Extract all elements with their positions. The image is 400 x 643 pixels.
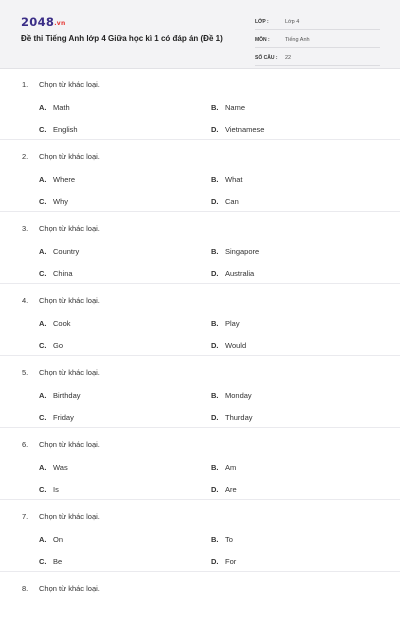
option-d[interactable] [211,413,253,422]
option-letter: C. [39,125,47,134]
question-prompt [22,152,100,161]
option-d[interactable] [211,197,239,206]
option-a[interactable] [39,103,70,112]
question-text: Chọn từ khác loại. [39,224,100,233]
question-number: 4. [22,296,29,305]
question-prompt [22,440,100,449]
option-letter: B. [211,103,219,112]
option-text: Math [53,103,70,112]
meta-row-grade [255,14,380,30]
option-d[interactable] [211,341,246,350]
option-b[interactable] [211,103,245,112]
option-text: On [53,535,64,544]
option-c[interactable] [39,269,73,278]
option-text: Are [225,485,237,494]
option-letter: A. [39,391,47,400]
option-letter: B. [211,319,219,328]
option-c[interactable] [39,125,78,134]
option-letter: A. [39,319,47,328]
option-a[interactable] [39,391,81,400]
option-letter: B. [211,391,219,400]
option-b[interactable] [211,247,259,256]
option-c[interactable] [39,413,74,422]
logo-main: 2048 [21,15,55,29]
option-text: English [53,125,78,134]
question-number: 2. [22,152,29,161]
option-text: Monday [225,391,252,400]
option-a[interactable] [39,535,63,544]
option-text: Friday [53,413,74,422]
option-letter: D. [211,269,219,278]
question-item [0,212,400,284]
page-title: Đề thi Tiếng Anh lớp 4 Giữa học kì 1 có đáp án (Đề 1) [21,34,223,43]
option-b[interactable] [211,319,240,328]
question-item [0,356,400,428]
option-letter: A. [39,463,47,472]
option-d[interactable] [211,269,254,278]
question-prompt [22,368,100,377]
option-a[interactable] [39,247,79,256]
option-c[interactable] [39,341,63,350]
question-text: Chọn từ khác loại. [39,80,100,89]
question-text: Chọn từ khác loại. [39,512,100,521]
question-item [0,572,400,643]
option-letter: C. [39,341,47,350]
question-text: Chọn từ khác loại. [39,296,100,305]
option-text: Be [53,557,63,566]
option-text: Go [53,341,64,350]
option-text: Name [225,103,246,112]
question-number: 5. [22,368,29,377]
question-item [0,500,400,572]
option-letter: B. [211,175,219,184]
question-number: 6. [22,440,29,449]
option-text: What [225,175,243,184]
option-letter: A. [39,175,47,184]
question-number: 1. [22,80,29,89]
meta-row-count [255,50,380,66]
option-letter: A. [39,535,47,544]
meta-label: SỐ CÂU : [255,54,278,61]
option-b[interactable] [211,391,252,400]
question-number: 3. [22,224,29,233]
option-letter: D. [211,341,219,350]
option-letter: A. [39,103,47,112]
question-text: Chọn từ khác loại. [39,584,100,593]
meta-value: 22 [285,54,292,61]
option-b[interactable] [211,535,233,544]
meta-label: MÔN : [255,36,270,43]
logo-suffix: .vn [54,20,66,27]
option-text: Play [225,319,240,328]
option-c[interactable] [39,485,59,494]
option-letter: D. [211,557,219,566]
option-text: Vietnamese [225,125,265,134]
option-letter: A. [39,247,47,256]
option-text: For [225,557,237,566]
option-text: China [53,269,73,278]
meta-value: Lớp 4 [285,18,300,25]
option-text: Thurday [225,413,253,422]
meta-row-subject [255,32,380,48]
option-text: Was [53,463,68,472]
option-a[interactable] [39,463,68,472]
option-letter: B. [211,535,219,544]
meta-value: Tiếng Anh [285,36,310,43]
option-letter: D. [211,197,219,206]
option-letter: C. [39,485,47,494]
option-text: To [225,535,233,544]
option-letter: D. [211,125,219,134]
question-number: 7. [22,512,29,521]
question-text: Chọn từ khác loại. [39,152,100,161]
question-prompt [22,80,100,89]
option-letter: C. [39,413,47,422]
option-text: Where [53,175,76,184]
option-a[interactable] [39,319,71,328]
option-letter: C. [39,269,47,278]
question-item [0,428,400,500]
question-text: Chọn từ khác loại. [39,368,100,377]
option-d[interactable] [211,125,264,134]
option-letter: D. [211,485,219,494]
question-prompt [22,224,100,233]
option-letter: B. [211,463,219,472]
option-d[interactable] [211,485,237,494]
question-prompt [22,512,100,521]
option-text: Country [53,247,80,256]
option-c[interactable] [39,197,68,206]
option-letter: B. [211,247,219,256]
option-text: Australia [225,269,255,278]
option-text: Would [225,341,247,350]
option-text: Am [225,463,237,472]
question-prompt [22,584,100,593]
exam-meta [255,14,380,68]
option-b[interactable] [211,175,243,184]
option-text: Can [225,197,239,206]
question-item [0,68,400,140]
site-logo[interactable] [21,15,66,29]
question-prompt [22,296,100,305]
option-c[interactable] [39,557,62,566]
option-text: Birthday [53,391,81,400]
option-text: Singapore [225,247,260,256]
question-item [0,140,400,212]
option-text: Why [53,197,68,206]
option-text: Cook [53,319,71,328]
question-item [0,284,400,356]
option-letter: C. [39,557,47,566]
question-number: 8. [22,584,29,593]
option-b[interactable] [211,463,236,472]
option-a[interactable] [39,175,75,184]
option-letter: C. [39,197,47,206]
question-text: Chọn từ khác loại. [39,440,100,449]
option-letter: D. [211,413,219,422]
option-d[interactable] [211,557,236,566]
meta-label: LỚP : [255,18,269,25]
question-list [0,68,400,643]
option-text: Is [53,485,59,494]
exam-header [0,0,400,69]
